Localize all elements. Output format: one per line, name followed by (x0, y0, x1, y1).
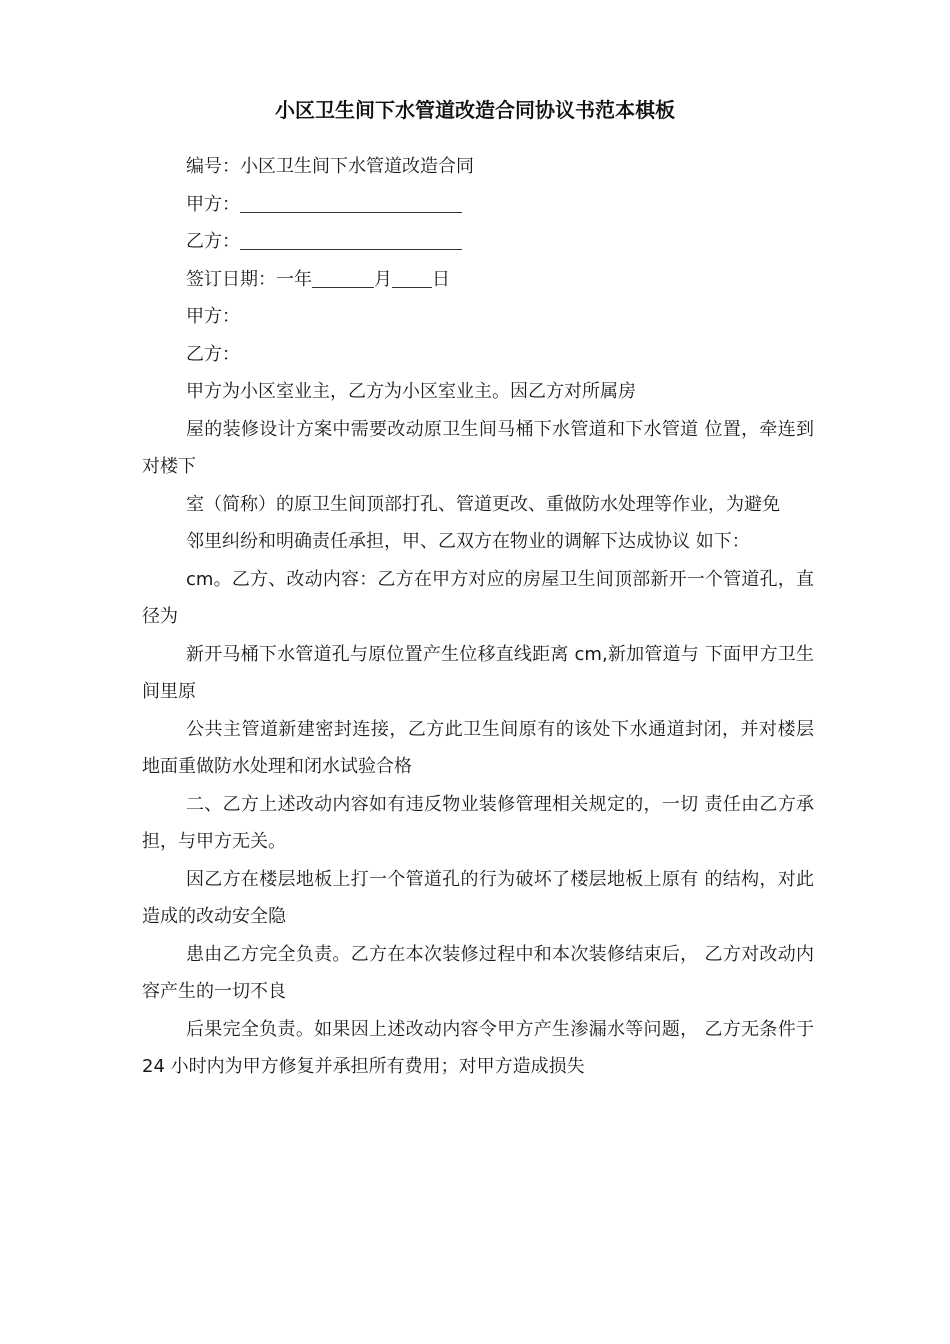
contract-number-label: 编号： (186, 156, 240, 177)
paragraph: 后果完全负责。如果因上述改动内容令甲方产生渗漏水等问题， 乙方无条件于 24 小时内为甲方修复并承担所有费用；对甲方造成损失 (142, 1018, 814, 1077)
paragraph: 屋的装修设计方案中需要改动原卫生间马桶下水管道和下水管道 位置，牵连到对楼下 (142, 418, 814, 477)
contract-number-value: 小区卫生间下水管道改造合同 (240, 156, 474, 177)
paragraph: 患由乙方完全负责。乙方在本次装修过程中和本次装修结束后， 乙方对改动内容产生的一切不良 (142, 943, 814, 1002)
party-b-line (142, 223, 814, 261)
paragraph: 甲方为小区室业主，乙方为小区室业主。因乙方对所属房 (186, 381, 636, 402)
paragraph: 因乙方在楼层地板上打一个管道孔的行为破坏了楼层地板上原有 的结构，对此造成的改动安全隐 (142, 868, 814, 927)
year-unit: 一年 (276, 268, 312, 290)
party-a-label-line: 甲方： (186, 306, 240, 327)
party-b-label-line: 乙方： (186, 343, 240, 365)
month-unit: 月 (374, 268, 392, 290)
paragraph: 公共主管道新建密封连接，乙方此卫生间原有的该处下水通道封闭，并对楼层地面重做防水处理和闭水试验合格 (142, 718, 814, 777)
paragraph: 邻里纠纷和明确责任承担，甲、乙双方在物业的调解下达成协议 如下： (186, 531, 750, 552)
contract-number-line (142, 148, 814, 186)
day-blank (392, 267, 432, 288)
party-b-blank (240, 229, 462, 250)
party-a-blank (240, 192, 462, 213)
paragraph: 新开马桶下水管道孔与原位置产生位移直线距离 cm,新加管道与 下面甲方卫生间里原 (142, 643, 814, 702)
sign-date-label: 签订日期： (186, 268, 276, 290)
month-blank (312, 267, 374, 288)
paragraph: 室（简称）的原卫生间顶部打孔、管道更改、重做防水处理等作业，为避免 (186, 493, 780, 515)
paragraph: 二、乙方上述改动内容如有违反物业装修管理相关规定的，一切 责任由乙方承担，与甲方无关。 (142, 793, 814, 852)
sign-date-line (142, 261, 814, 299)
document-body (142, 148, 814, 1086)
party-a-label: 甲方： (186, 193, 240, 215)
party-a-line (142, 186, 814, 224)
document-title: 小区卫生间下水管道改造合同协议书范本棋板 (275, 98, 675, 122)
day-unit: 日 (432, 268, 450, 290)
paragraph: cm。乙方、改动内容：乙方在甲方对应的房屋卫生间顶部新开一个管道孔，直径为 (142, 568, 814, 627)
party-b-label: 乙方： (186, 231, 240, 252)
